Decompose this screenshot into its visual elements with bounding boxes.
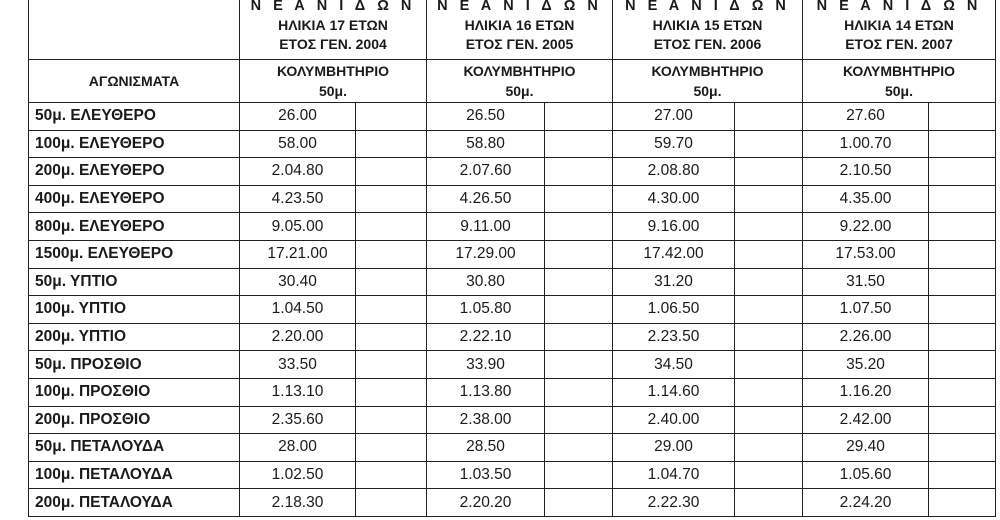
empty-cell	[929, 378, 996, 406]
table-row	[29, 296, 996, 324]
time-limit-cell: 4.26.50	[427, 185, 545, 213]
table-row	[29, 158, 996, 186]
time-limit-cell: 33.50	[240, 351, 356, 379]
time-limit-cell: 2.42.00	[803, 406, 929, 434]
time-limit-cell: 4.23.50	[240, 185, 356, 213]
pool-label: ΚΟΛΥΜΒΗΤΗΡΙΟ	[842, 63, 956, 79]
column-year: ΕΤΟΣ ΓΕΝ. 2005	[465, 36, 574, 52]
column-header-0	[240, 0, 427, 60]
time-limit-cell: 2.10.50	[803, 158, 929, 186]
empty-cell	[735, 158, 803, 186]
time-limit-cell: 31.20	[613, 268, 735, 296]
column-age: ΗΛΙΚΙΑ 14 ΕΤΩΝ	[844, 17, 954, 33]
time-limit-cell: 29.40	[803, 434, 929, 462]
time-limit-cell: 2.38.00	[427, 406, 545, 434]
pool-label: ΚΟΛΥΜΒΗΤΗΡΙΟ	[651, 63, 764, 79]
empty-cell	[929, 130, 996, 158]
time-limit-cell: 26.00	[240, 103, 356, 131]
time-limit-cell: 1.07.50	[803, 296, 929, 324]
header-row-category	[29, 0, 996, 60]
empty-cell	[735, 130, 803, 158]
table-row	[29, 351, 996, 379]
empty-cell	[735, 185, 803, 213]
pool-header-3	[803, 60, 996, 103]
table-row	[29, 461, 996, 489]
pool-header-0	[240, 60, 427, 103]
pool-length: 50μ.	[693, 83, 722, 99]
empty-cell	[735, 213, 803, 241]
time-limit-cell: 35.20	[803, 351, 929, 379]
pool-length: 50μ.	[884, 83, 914, 99]
header-blank-cell	[29, 0, 240, 60]
time-limit-cell: 29.00	[613, 434, 735, 462]
time-limit-cell: 2.24.20	[803, 489, 929, 517]
empty-cell	[929, 103, 996, 131]
time-limit-cell: 9.05.00	[240, 213, 356, 241]
time-limit-cell: 17.53.00	[803, 240, 929, 268]
column-header-3	[803, 0, 996, 60]
time-limit-cell: 58.80	[427, 130, 545, 158]
event-name: 50μ. ΠΡΟΣΘΙΟ	[29, 351, 240, 379]
time-limit-cell: 2.20.00	[240, 323, 356, 351]
column-year: ΕΤΟΣ ΓΕΝ. 2007	[845, 36, 953, 52]
table-row	[29, 489, 996, 517]
header-row-pool	[29, 60, 996, 103]
empty-cell	[545, 434, 613, 462]
table-row	[29, 434, 996, 462]
empty-cell	[929, 323, 996, 351]
time-limit-cell: 1.16.20	[803, 378, 929, 406]
pool-label: ΚΟΛΥΜΒΗΤΗΡΙΟ	[463, 63, 576, 79]
empty-cell	[356, 406, 427, 434]
time-limit-cell: 2.22.30	[613, 489, 735, 517]
column-header-1	[427, 0, 613, 60]
empty-cell	[735, 323, 803, 351]
event-name: 200μ. ΠΡΟΣΘΙΟ	[29, 406, 240, 434]
empty-cell	[735, 268, 803, 296]
event-name: 100μ. ΠΡΟΣΘΙΟ	[29, 378, 240, 406]
event-name: 400μ. ΕΛΕΥΘΕΡΟ	[29, 185, 240, 213]
column-age: ΗΛΙΚΙΑ 16 ΕΤΩΝ	[464, 17, 575, 33]
time-limit-cell: 1.02.50	[240, 461, 356, 489]
time-limit-cell: 1.05.80	[427, 296, 545, 324]
empty-cell	[735, 240, 803, 268]
empty-cell	[735, 296, 803, 324]
empty-cell	[356, 489, 427, 517]
time-limit-cell: 1.06.50	[613, 296, 735, 324]
time-limit-cell: 9.11.00	[427, 213, 545, 241]
time-limit-cell: 26.50	[427, 103, 545, 131]
time-limit-cell: 31.50	[803, 268, 929, 296]
empty-cell	[735, 103, 803, 131]
column-year: ΕΤΟΣ ΓΕΝ. 2004	[279, 36, 387, 52]
table-row	[29, 378, 996, 406]
empty-cell	[929, 434, 996, 462]
table-row	[29, 323, 996, 351]
column-title: Ν Ε Α Ν Ι Δ Ω Ν	[625, 0, 790, 14]
time-limit-cell: 28.00	[240, 434, 356, 462]
pool-length: 50μ.	[318, 83, 348, 99]
empty-cell	[545, 461, 613, 489]
empty-cell	[545, 130, 613, 158]
pool-header-1	[427, 60, 613, 103]
empty-cell	[545, 323, 613, 351]
table-row	[29, 240, 996, 268]
time-limit-cell: 27.00	[613, 103, 735, 131]
column-age: ΗΛΙΚΙΑ 15 ΕΤΩΝ	[652, 17, 763, 33]
empty-cell	[545, 103, 613, 131]
empty-cell	[735, 378, 803, 406]
pool-length: 50μ.	[505, 83, 534, 99]
empty-cell	[545, 406, 613, 434]
table-row	[29, 103, 996, 131]
empty-cell	[929, 268, 996, 296]
time-limit-cell: 2.08.80	[613, 158, 735, 186]
empty-cell	[356, 323, 427, 351]
event-name: 50μ. ΕΛΕΥΘΕΡΟ	[29, 103, 240, 131]
time-limit-cell: 58.00	[240, 130, 356, 158]
empty-cell	[929, 185, 996, 213]
column-title: Ν Ε Α Ν Ι Δ Ω Ν	[250, 0, 416, 14]
empty-cell	[545, 351, 613, 379]
event-name: 200μ. ΥΠΤΙΟ	[29, 323, 240, 351]
empty-cell	[356, 268, 427, 296]
column-age: ΗΛΙΚΙΑ 17 ΕΤΩΝ	[278, 17, 388, 33]
time-limit-cell: 2.04.80	[240, 158, 356, 186]
empty-cell	[356, 296, 427, 324]
time-limit-cell: 28.50	[427, 434, 545, 462]
time-limit-cell: 2.22.10	[427, 323, 545, 351]
time-limit-cell: 1.13.10	[240, 378, 356, 406]
empty-cell	[735, 406, 803, 434]
time-limit-cell: 2.23.50	[613, 323, 735, 351]
table-row	[29, 185, 996, 213]
empty-cell	[735, 434, 803, 462]
time-limit-cell: 2.26.00	[803, 323, 929, 351]
empty-cell	[929, 351, 996, 379]
column-title: Ν Ε Α Ν Ι Δ Ω Ν	[437, 0, 602, 14]
column-title: Ν Ε Α Ν Ι Δ Ω Ν	[816, 0, 982, 14]
empty-cell	[929, 158, 996, 186]
time-limit-cell: 2.07.60	[427, 158, 545, 186]
time-limit-cell: 4.35.00	[803, 185, 929, 213]
time-limit-cell: 30.40	[240, 268, 356, 296]
event-name: 100μ. ΕΛΕΥΘΕΡΟ	[29, 130, 240, 158]
empty-cell	[735, 461, 803, 489]
time-limit-cell: 1.13.80	[427, 378, 545, 406]
column-year: ΕΤΟΣ ΓΕΝ. 2006	[653, 36, 762, 52]
time-limit-cell: 2.40.00	[613, 406, 735, 434]
time-limit-cell: 1.05.60	[803, 461, 929, 489]
empty-cell	[929, 296, 996, 324]
time-limit-cell: 33.90	[427, 351, 545, 379]
time-limit-cell: 9.22.00	[803, 213, 929, 241]
empty-cell	[356, 434, 427, 462]
table-row	[29, 130, 996, 158]
empty-cell	[356, 240, 427, 268]
empty-cell	[929, 213, 996, 241]
time-limit-cell: 17.21.00	[240, 240, 356, 268]
time-limit-cell: 9.16.00	[613, 213, 735, 241]
time-limit-cell: 17.29.00	[427, 240, 545, 268]
empty-cell	[545, 213, 613, 241]
empty-cell	[545, 158, 613, 186]
time-limit-cell: 1.04.50	[240, 296, 356, 324]
empty-cell	[356, 103, 427, 131]
event-name: 200μ. ΕΛΕΥΘΕΡΟ	[29, 158, 240, 186]
swim-limits-table	[28, 0, 996, 517]
empty-cell	[356, 351, 427, 379]
event-name: 1500μ. ΕΛΕΥΘΕΡΟ	[29, 240, 240, 268]
event-name: 100μ. ΥΠΤΙΟ	[29, 296, 240, 324]
pool-header-2	[613, 60, 803, 103]
column-header-2	[613, 0, 803, 60]
empty-cell	[356, 158, 427, 186]
event-name: 200μ. ΠΕΤΑΛΟΥΔΑ	[29, 489, 240, 517]
empty-cell	[545, 296, 613, 324]
time-limit-cell: 2.18.30	[240, 489, 356, 517]
empty-cell	[545, 489, 613, 517]
empty-cell	[929, 461, 996, 489]
time-limit-cell: 1.00.70	[803, 130, 929, 158]
empty-cell	[545, 240, 613, 268]
event-name: 50μ. ΠΕΤΑΛΟΥΔΑ	[29, 434, 240, 462]
time-limit-cell: 17.42.00	[613, 240, 735, 268]
time-limit-cell: 59.70	[613, 130, 735, 158]
pool-label: ΚΟΛΥΜΒΗΤΗΡΙΟ	[276, 63, 390, 79]
empty-cell	[929, 406, 996, 434]
time-limit-cell: 34.50	[613, 351, 735, 379]
events-header: ΑΓΩΝΙΣΜΑΤΑ	[29, 60, 240, 103]
empty-cell	[356, 378, 427, 406]
time-limit-cell: 2.20.20	[427, 489, 545, 517]
time-limit-cell: 1.04.70	[613, 461, 735, 489]
time-limit-cell: 1.14.60	[613, 378, 735, 406]
empty-cell	[356, 213, 427, 241]
event-name: 50μ. ΥΠΤΙΟ	[29, 268, 240, 296]
empty-cell	[929, 489, 996, 517]
event-name: 100μ. ΠΕΤΑΛΟΥΔΑ	[29, 461, 240, 489]
empty-cell	[735, 351, 803, 379]
table-row	[29, 406, 996, 434]
time-limit-cell: 27.60	[803, 103, 929, 131]
empty-cell	[356, 130, 427, 158]
table-row	[29, 213, 996, 241]
time-limit-cell: 1.03.50	[427, 461, 545, 489]
empty-cell	[545, 378, 613, 406]
empty-cell	[929, 240, 996, 268]
empty-cell	[735, 489, 803, 517]
event-name: 800μ. ΕΛΕΥΘΕΡΟ	[29, 213, 240, 241]
time-limit-cell: 30.80	[427, 268, 545, 296]
empty-cell	[356, 185, 427, 213]
time-limit-cell: 4.30.00	[613, 185, 735, 213]
empty-cell	[545, 268, 613, 296]
time-limit-cell: 2.35.60	[240, 406, 356, 434]
empty-cell	[356, 461, 427, 489]
table-row	[29, 268, 996, 296]
empty-cell	[545, 185, 613, 213]
